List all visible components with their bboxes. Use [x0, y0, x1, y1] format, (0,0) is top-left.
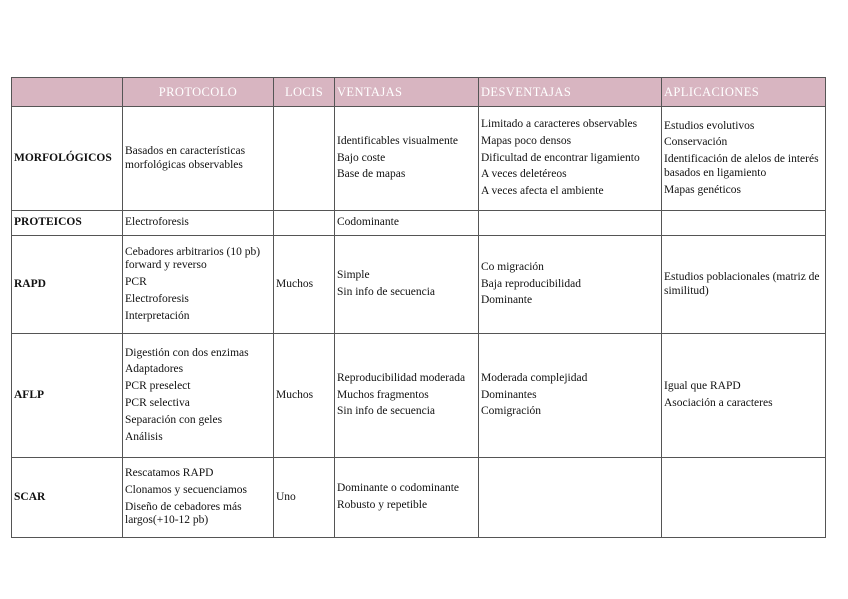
markers-table [11, 77, 826, 538]
cell-ventajas-line: Codominante [337, 216, 399, 229]
header-desventajas: DESVENTAJAS [479, 78, 662, 107]
cell-protocolo-line: PCR preselect [125, 380, 191, 393]
cell-ventajas-line: Simple [337, 269, 370, 282]
cell-protocolo-line: Clonamos y secuenciamos [125, 483, 248, 496]
cell-aplicaciones [662, 236, 826, 334]
cell-aplicaciones [662, 211, 826, 236]
cell-locis: Muchos [274, 236, 335, 334]
cell-protocolo-line: Cebadores arbitrarios (10 pb) forward y reverso [125, 245, 261, 272]
cell-aplicaciones-line: Estudios poblacionales (matriz de similitud) [664, 270, 820, 297]
cell-protocolo [123, 107, 274, 211]
cell-protocolo [123, 334, 274, 458]
cell-ventajas-line: Sin info de secuencia [337, 405, 436, 418]
cell-desventajas-line: Comigración [481, 405, 542, 418]
cell-desventajas-line: Dificultad de encontrar ligamiento [481, 151, 640, 164]
cell-protocolo-line: Electroforesis [125, 292, 189, 305]
cell-protocolo-line: Basados en características morfológicas observables [125, 144, 246, 171]
cell-ventajas-line: Bajo coste [337, 151, 386, 164]
cell-locis: Uno [274, 458, 335, 538]
table-row [12, 211, 826, 236]
cell-protocolo-line: Separación con geles [125, 413, 223, 426]
cell-aplicaciones-line: Igual que RAPD [664, 380, 741, 393]
cell-aplicaciones-line: Estudios evolutivos [664, 119, 755, 132]
header-locis: LOCIS [274, 78, 335, 107]
cell-desventajas [479, 236, 662, 334]
cell-desventajas [479, 458, 662, 538]
cell-desventajas-line: Dominante [481, 294, 533, 307]
cell-aplicaciones-line: Conservación [664, 136, 728, 149]
header-corner [12, 78, 123, 107]
cell-aplicaciones-line: Mapas genéticos [664, 183, 741, 196]
cell-ventajas [335, 236, 479, 334]
cell-protocolo-line: Rescatamos RAPD [125, 466, 214, 479]
cell-protocolo [123, 236, 274, 334]
cell-protocolo-line: Diseño de cebadores más largos(+10-12 pb) [125, 500, 242, 527]
cell-ventajas-line: Identificables visualmente [337, 134, 459, 147]
row-marker-name: RAPD [12, 236, 123, 334]
cell-desventajas-line: A veces afecta el ambiente [481, 185, 604, 198]
cell-locis [274, 211, 335, 236]
cell-desventajas [479, 334, 662, 458]
cell-desventajas-line: Moderada complejidad [481, 371, 588, 384]
cell-aplicaciones [662, 107, 826, 211]
cell-protocolo-line: PCR [125, 276, 147, 289]
header-aplicaciones: APLICACIONES [662, 78, 826, 107]
cell-protocolo [123, 211, 274, 236]
cell-ventajas-line: Base de mapas [337, 168, 406, 181]
cell-protocolo-line: PCR selectiva [125, 397, 190, 409]
cell-desventajas [479, 211, 662, 236]
cell-aplicaciones [662, 334, 826, 458]
cell-desventajas-line: Dominantes [481, 388, 537, 401]
cell-ventajas [335, 458, 479, 538]
cell-ventajas [335, 334, 479, 458]
cell-aplicaciones [662, 458, 826, 538]
cell-protocolo-line: Adaptadores [125, 363, 184, 376]
cell-aplicaciones-line: Asociación a caracteres [664, 397, 773, 409]
header-ventajas: VENTAJAS [335, 78, 479, 107]
table-row [12, 236, 826, 334]
cell-desventajas-line: Co migración [481, 260, 544, 273]
cell-protocolo-line: Análisis [125, 430, 163, 443]
table-row [12, 334, 826, 458]
row-marker-name: SCAR [12, 458, 123, 538]
cell-ventajas-line: Muchos fragmentos [337, 388, 429, 401]
table-row [12, 458, 826, 538]
cell-desventajas-line: A veces deletéreos [481, 168, 567, 181]
cell-protocolo [123, 458, 274, 538]
header-protocolo: PROTOCOLO [123, 78, 274, 107]
cell-ventajas [335, 211, 479, 236]
cell-protocolo-line: Digestión con dos enzimas [125, 346, 249, 359]
cell-ventajas [335, 107, 479, 211]
cell-locis [274, 107, 335, 211]
cell-desventajas-line: Mapas poco densos [481, 134, 572, 147]
cell-desventajas [479, 107, 662, 211]
cell-locis: Muchos [274, 334, 335, 458]
cell-desventajas-line: Limitado a caracteres observables [481, 118, 638, 130]
row-marker-name: PROTEICOS [12, 211, 123, 236]
header-row [12, 78, 826, 107]
row-marker-name: MORFOLÓGICOS [12, 107, 123, 211]
table-row [12, 107, 826, 211]
cell-protocolo-line: Electroforesis [125, 216, 189, 229]
cell-protocolo-line: Interpretación [125, 309, 190, 322]
cell-ventajas-line: Robusto y repetible [337, 499, 428, 511]
cell-ventajas-line: Reproducibilidad moderada [337, 371, 466, 384]
cell-aplicaciones-line: Identificación de alelos de interés basados en ligamiento [664, 153, 819, 179]
cell-desventajas-line: Baja reproducibilidad [481, 277, 581, 290]
cell-ventajas-line: Sin info de secuencia [337, 286, 436, 298]
row-marker-name: AFLP [12, 334, 123, 458]
cell-ventajas-line: Dominante o codominante [337, 482, 459, 495]
